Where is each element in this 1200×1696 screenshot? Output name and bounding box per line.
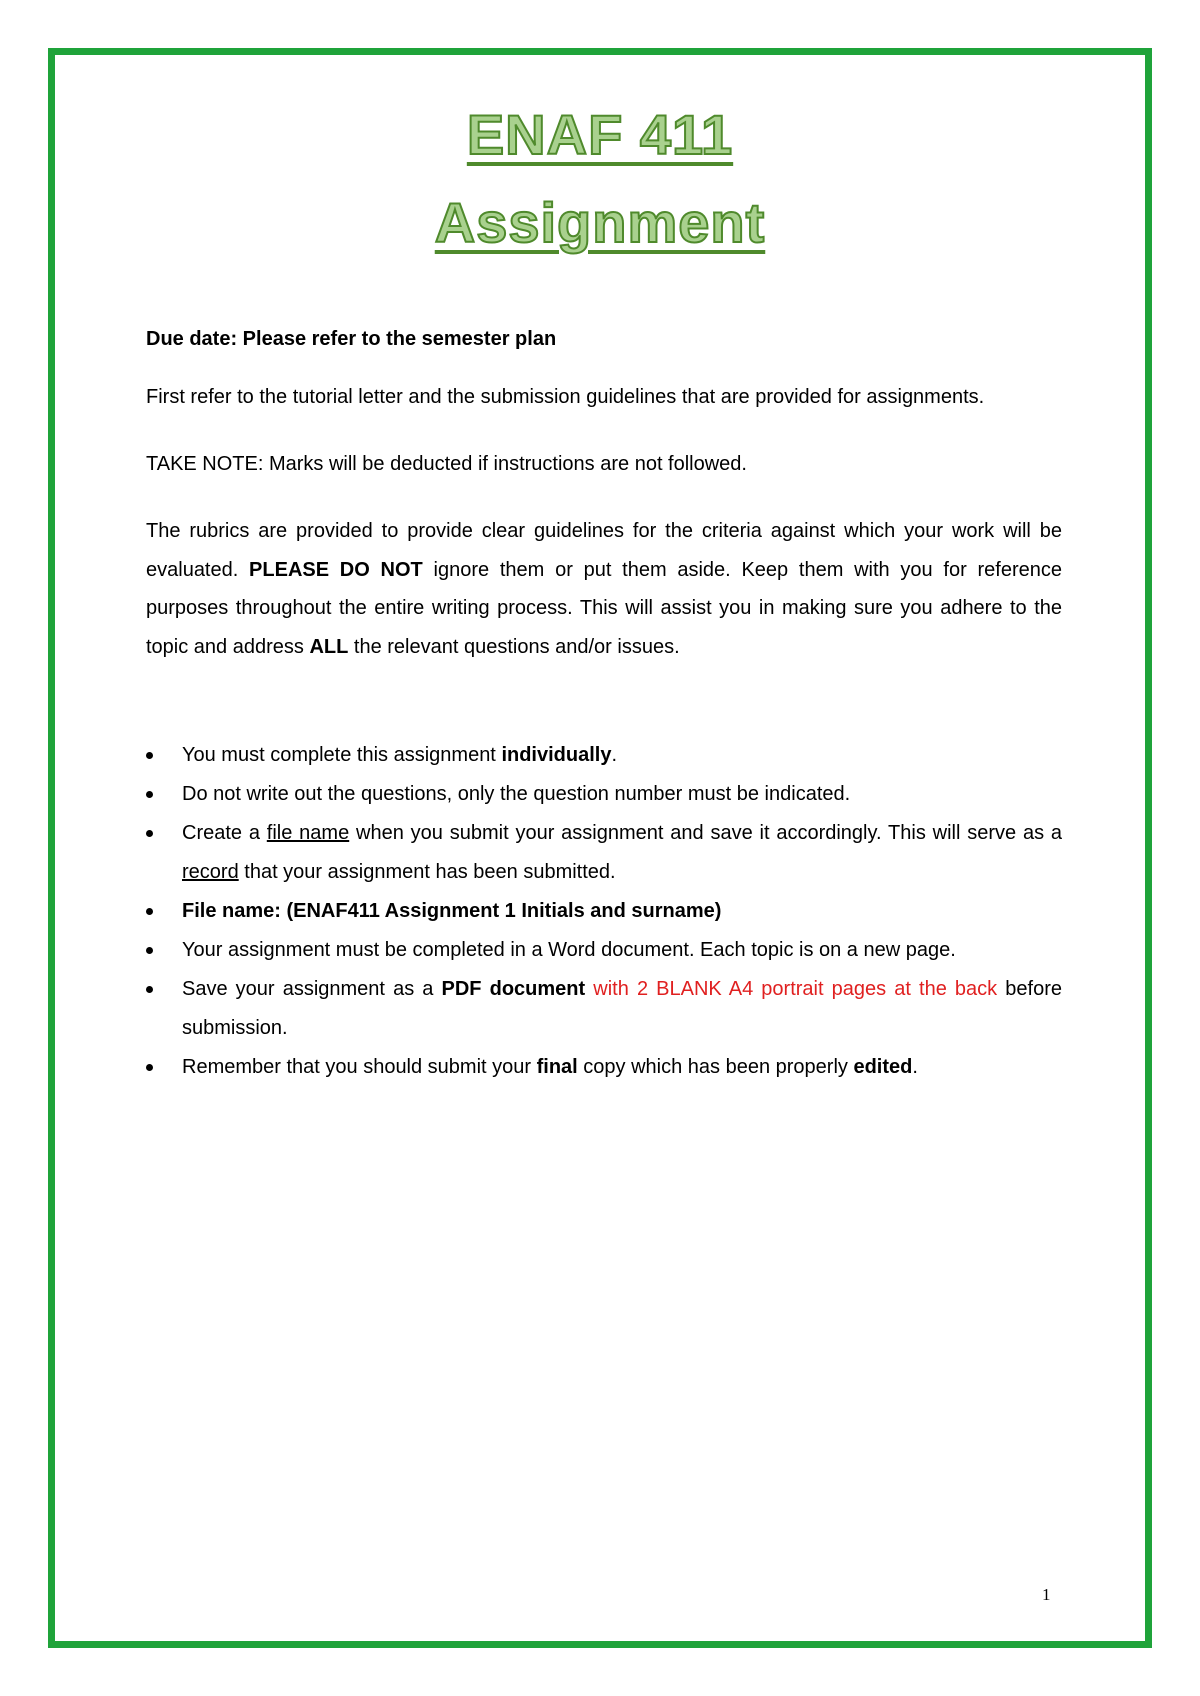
bullet-6-text-1: Save your assignment as a xyxy=(182,978,442,1000)
rubrics-text-2: ignore them or put them aside. Keep them with you for reference purposes throughout the entire writing process. This will assist you in making sure you adhere to the topic and address xyxy=(146,558,1062,658)
document-title-course: ENAF 411 xyxy=(466,103,734,166)
title-line-1-wrapper xyxy=(0,102,1200,167)
list-item xyxy=(146,931,1062,970)
rubrics-bold-2: ALL xyxy=(309,635,349,658)
bullet-4-bold: File name: (ENAF411 Assignment 1 Initials and surname) xyxy=(182,900,722,922)
rubrics-paragraph xyxy=(146,512,1062,666)
list-item xyxy=(146,892,1062,931)
rubrics-text-1: The rubrics are provided to provide clear guidelines for the criteria against which your work will be evaluated. xyxy=(146,520,1062,581)
document-title-assignment: Assignment xyxy=(434,191,766,254)
bullet-icon xyxy=(146,1064,153,1071)
bullet-1-text: You must complete this assignment xyxy=(182,744,502,766)
bullet-3-underline-2: record xyxy=(182,861,239,883)
intro-paragraph: First refer to the tutorial letter and the submission guidelines that are provided for assignments. xyxy=(146,386,985,408)
bullet-icon xyxy=(146,908,153,915)
bullet-6-red: with 2 BLANK A4 portrait pages at the back xyxy=(585,978,998,1000)
list-item xyxy=(146,814,1062,892)
bullet-icon xyxy=(146,947,153,954)
page-number: 1 xyxy=(1042,1585,1051,1604)
due-date: Due date: Please refer to the semester plan xyxy=(146,328,557,350)
take-note-paragraph: TAKE NOTE: Marks will be deducted if instructions are not followed. xyxy=(146,453,747,475)
bullet-7-bold-2: edited xyxy=(853,1056,913,1078)
bullet-7-end: . xyxy=(912,1056,918,1078)
bullet-5-text: Your assignment must be completed in a Word document. Each topic is on a new page. xyxy=(182,939,956,961)
bullet-icon xyxy=(146,986,153,993)
bullet-1-bold: individually xyxy=(501,744,612,766)
bullet-7-text-2: copy which has been properly xyxy=(577,1056,854,1078)
bullet-3-text-2: when you submit your assignment and save it accordingly. This will serve as a xyxy=(349,822,1063,844)
bullet-7-text-1: Remember that you should submit your xyxy=(182,1056,537,1078)
bullet-3-text-3: that your assignment has been submitted. xyxy=(238,861,616,883)
bullet-6-text-2: before submission. xyxy=(182,978,1062,1039)
bullet-6-bold: PDF document xyxy=(441,978,586,1000)
bullet-3-text-1: Create a xyxy=(182,822,267,844)
title-line-2-wrapper xyxy=(0,190,1200,255)
list-item xyxy=(146,775,1062,814)
bullet-1-end: . xyxy=(611,744,618,766)
bullet-2-text: Do not write out the questions, only the question number must be indicated. xyxy=(182,783,851,805)
bullet-icon xyxy=(146,752,153,759)
document-body xyxy=(146,320,1062,1087)
list-item xyxy=(146,736,1062,775)
bullet-7-bold-1: final xyxy=(536,1056,578,1078)
list-item xyxy=(146,970,1062,1048)
bullet-icon xyxy=(146,830,153,837)
rubrics-bold-1: PLEASE DO NOT xyxy=(249,558,423,581)
list-item xyxy=(146,1048,1062,1087)
instructions-list xyxy=(146,736,1062,1087)
bullet-3-underline-1: file name xyxy=(266,822,350,844)
rubrics-text-3: the relevant questions and/or issues. xyxy=(348,635,680,658)
bullet-icon xyxy=(146,791,153,798)
